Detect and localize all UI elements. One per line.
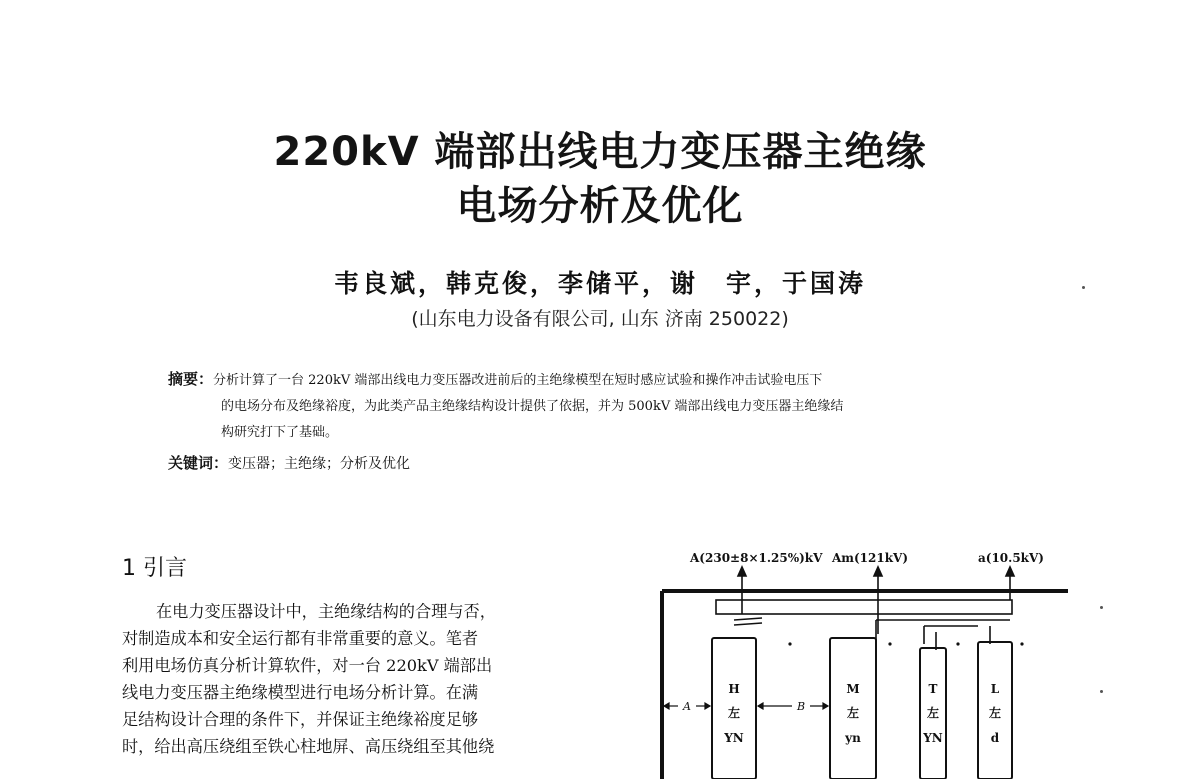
paper-title-line-1: 220kV 端部出线电力变压器主绝缘 [273,129,927,175]
coil-l-connection: d [990,731,1000,745]
abstract-line-1 [168,366,1068,394]
terminal-label-am: Am(121kV) [832,551,909,565]
abstract [168,366,1068,446]
winding-arrangement-figure [640,540,1080,779]
terminal-label-low: a(10.5kV) [978,551,1044,565]
abstract-label: 摘要： [168,370,214,388]
introduction-body [122,598,592,760]
abstract-text-3: 构研究打下了基础。 [221,425,339,440]
body-line-4: 线电力变压器主绝缘模型进行电场分析计算。在满 [122,683,479,702]
author-list: 韦良斌，韩克俊，李储平，谢 宇，于国涛 [333,269,866,298]
scan-speck [1082,286,1085,289]
coil-t-letter: T [928,682,938,696]
terminal-label-a: A(230±8×1.25%)kV [690,551,823,565]
dimension-a-label: A [683,700,691,713]
coil-t-connection: YN [923,731,943,745]
body-line-2: 对制造成本和安全运行都有非常重要的意义。笔者 [122,629,479,648]
scan-speck [1100,690,1103,693]
coil-l-position: 左 [988,706,1002,720]
coil-m-letter: M [846,682,860,696]
coil-m-position: 左 [846,706,860,720]
coil-h-letter: H [728,682,740,696]
keywords-text: 变压器；主绝缘；分析及优化 [228,456,411,472]
body-line-3: 利用电场仿真分析计算软件，对一台 220kV 端部出 [122,656,493,675]
paper-title-line-2: 电场分析及优化 [456,183,744,229]
coil-l-letter: L [990,682,1000,696]
coil-m-connection: yn [845,731,861,745]
scan-speck [1100,606,1103,609]
dimension-b-label: B [796,700,806,713]
abstract-text-1: 分析计算了一台 220kV 端部出线电力变压器改进前后的主绝缘模型在短时感应试验和操作冲击试验电压下 [213,373,823,388]
section-heading-introduction: 1 引言 [122,556,187,581]
coil-h-connection: YN [724,731,744,745]
abstract-text-2: 的电场分布及绝缘裕度，为此类产品主绝缘结构设计提供了依据，并为 500kV 端部出线电力变压器主绝缘结 [221,399,844,414]
keywords [168,452,410,473]
keywords-label: 关键词： [168,454,229,472]
body-line-1: 在电力变压器设计中，主绝缘结构的合理与否， [156,602,496,621]
coil-t-position: 左 [926,706,940,720]
winding-diagram [640,540,1080,779]
body-line-6: 时，给出高压绕组至铁心柱地屏、高压绕组至其他绕 [122,737,495,756]
affiliation: (山东电力设备有限公司, 山东 济南 250022) [411,308,789,330]
coil-h-position: 左 [727,706,741,720]
body-line-5: 足结构设计合理的条件下，并保证主绝缘裕度足够 [122,710,479,729]
